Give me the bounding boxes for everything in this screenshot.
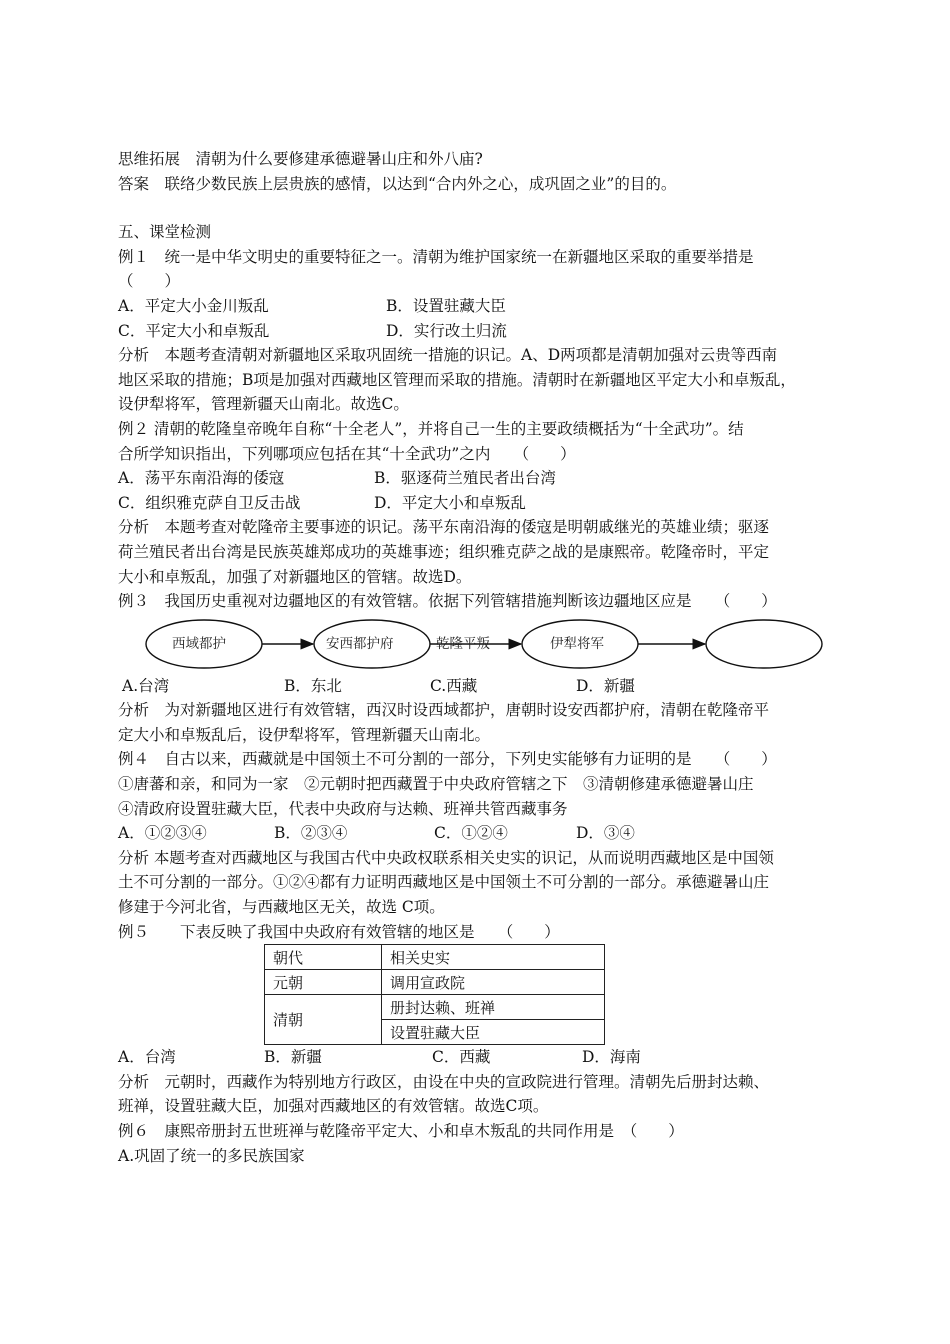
q2-stem-2: 合所学知识指出，下列哪项应包括在其“十全武功”之内 （ ） [118,444,576,463]
q1-option-c: C．平定大小和卓叛乱 [118,321,270,340]
q5-option-d: D．海南 [582,1048,641,1067]
q3-option-d: D．新疆 [576,676,635,695]
extension-answer: 答案 联络少数民族上层贵族的感情，以达到“合内外之心，成巩固之业”的目的。 [118,174,677,193]
flow-node-4 [706,620,822,668]
q5-stem: 例５ 下表反映了我国中央政府有效管辖的地区是 （ ） [118,922,560,941]
q3-option-b: B．东北 [284,676,342,695]
q1-options-row2 [118,319,838,344]
table-row [265,995,605,1020]
flow-label-3: 乾隆平叛 [436,635,490,652]
q3-flow-diagram [118,614,838,674]
q4-option-c: C．①②④ [434,824,508,843]
q5-option-c: C．西藏 [432,1048,491,1067]
q5-history-table [264,944,605,1045]
table-header-facts: 相关史实 [382,945,605,970]
q4-option-d: D．③④ [576,824,635,843]
q4-option-a: A．①②③④ [118,824,207,843]
q3-option-a: A.台湾 [122,676,170,695]
table-cell-fact: 设置驻藏大臣 [382,1020,605,1045]
table-cell-fact: 册封达赖、班禅 [382,995,605,1020]
q1-option-b: B．设置驻藏大臣 [386,296,506,315]
q4-items-2: ④清政府设置驻藏大臣，代表中央政府与达赖、班禅共管西藏事务 [118,799,568,818]
q2-option-d: D．平定大小和卓叛乱 [374,493,526,512]
q4-items-1: ①唐蕃和亲，和同为一家 ②元朝时把西藏置于中央政府管辖之下 ③清朝修建承德避暑山庄 [118,775,754,794]
q5-option-b: B．新疆 [264,1048,322,1067]
q1-options-row1 [118,294,838,319]
table-cell-dynasty: 元朝 [265,970,382,995]
q3-analysis-1: 分析 为对新疆地区进行有效管辖，西汉时设西域都护，唐朝时设安西都护府，清朝在乾隆帝平 [118,701,770,720]
q4-option-b: B．②③④ [274,824,348,843]
table-header-dynasty: 朝代 [265,945,382,970]
q2-options-row2 [118,491,838,516]
q6-option-a: A.巩固了统一的多民族国家 [118,1146,305,1165]
q2-analysis-1: 分析 本题考查对乾隆帝主要事迹的识记。荡平东南沿海的倭寇是明朝戚继光的英雄业绩；驱逐 [118,518,770,537]
q3-stem: 例３ 我国历史重视对边疆地区的有效管辖。依据下列管辖措施判断该边疆地区应是 （ ） [118,592,777,611]
q2-stem-1: 例２ 清朝的乾隆皇帝晚年自称“十全老人”，并将自己一生的主要政绩概括为“十全武功”。结 [118,419,744,438]
q3-options [118,674,838,699]
q2-analysis-3: 大小和卓叛乱，加强了对新疆地区的管辖。故选D。 [118,567,472,586]
q2-option-b: B．驱逐荷兰殖民者出台湾 [374,469,556,488]
q2-options-row1 [118,466,838,491]
q5-analysis-2: 班禅，设置驻藏大臣，加强对西藏地区的有效管辖。故选C项。 [118,1097,549,1116]
q2-analysis-2: 荷兰殖民者出台湾是民族英雄郑成功的英雄事迹；组织雅克萨之战的是康熙帝。乾隆帝时，平定 [118,542,770,561]
flow-label-1: 西域都护 [172,635,226,652]
flow-label-4: 伊犁将军 [550,635,604,652]
q3-option-c: C.西藏 [430,676,478,695]
q1-stem: 例１ 统一是中华文明史的重要特征之一。清朝为维护国家统一在新疆地区采取的重要举措是 [118,247,754,266]
q4-analysis-1: 分析 本题考查对西藏地区与我国古代中央政权联系相关史实的识记，从而说明西藏地区是中国领 [118,848,774,867]
q1-option-d: D．实行改土归流 [386,321,507,340]
q5-analysis-1: 分析 元朝时，西藏作为特别地方行政区，由设在中央的宣政院进行管理。清朝先后册封达赖、 [118,1072,770,1091]
document-page [118,147,838,1168]
q4-analysis-2: 土不可分割的一部分。①②④都有力证明西藏地区是中国领土不可分割的一部分。承德避暑山庄 [118,873,770,892]
q1-analysis-2: 地区采取的措施；B项是加强对西藏地区管理而采取的措施。清朝时在新疆地区平定大小和卓叛乱， [118,370,796,389]
q4-analysis-3: 修建于今河北省，与西藏地区无关，故选 C项。 [118,898,445,917]
q1-option-a: A．平定大小金川叛乱 [118,296,269,315]
extension-question: 思维拓展 清朝为什么要修建承德避暑山庄和外八庙? [118,150,483,168]
flow-label-2: 安西都护府 [326,635,394,652]
q1-analysis-3: 设伊犁将军，管理新疆天山南北。故选C。 [118,395,409,414]
q2-option-c: C．组织雅克萨自卫反击战 [118,493,301,512]
q6-stem: 例６ 康熙帝册封五世班禅与乾隆帝平定大、小和卓木叛乱的共同作用是 （ ） [118,1122,684,1140]
q2-option-a: A．荡平东南沿海的倭寇 [118,469,285,488]
table-cell-fact: 调用宣政院 [382,970,605,995]
q3-analysis-2: 定大小和卓叛乱后，设伊犁将军，管理新疆天山南北。 [118,725,491,744]
table-row [265,970,605,995]
q5-options [118,1045,838,1070]
section-title: 五、课堂检测 [118,223,212,242]
table-header-row [265,945,605,970]
table-cell-dynasty: 清朝 [265,995,382,1045]
q1-stem-bracket: （ ） [118,272,181,291]
q4-stem: 例４ 自古以来，西藏就是中国领土不可分割的一部分，下列史实能够有力证明的是 （ ） [118,750,777,769]
q1-analysis-1: 分析 本题考查清朝对新疆地区采取巩固统一措施的识记。A、D两项都是清朝加强对云贵等西南 [118,346,778,365]
q4-options [118,821,838,846]
q5-option-a: A．台湾 [118,1048,176,1067]
